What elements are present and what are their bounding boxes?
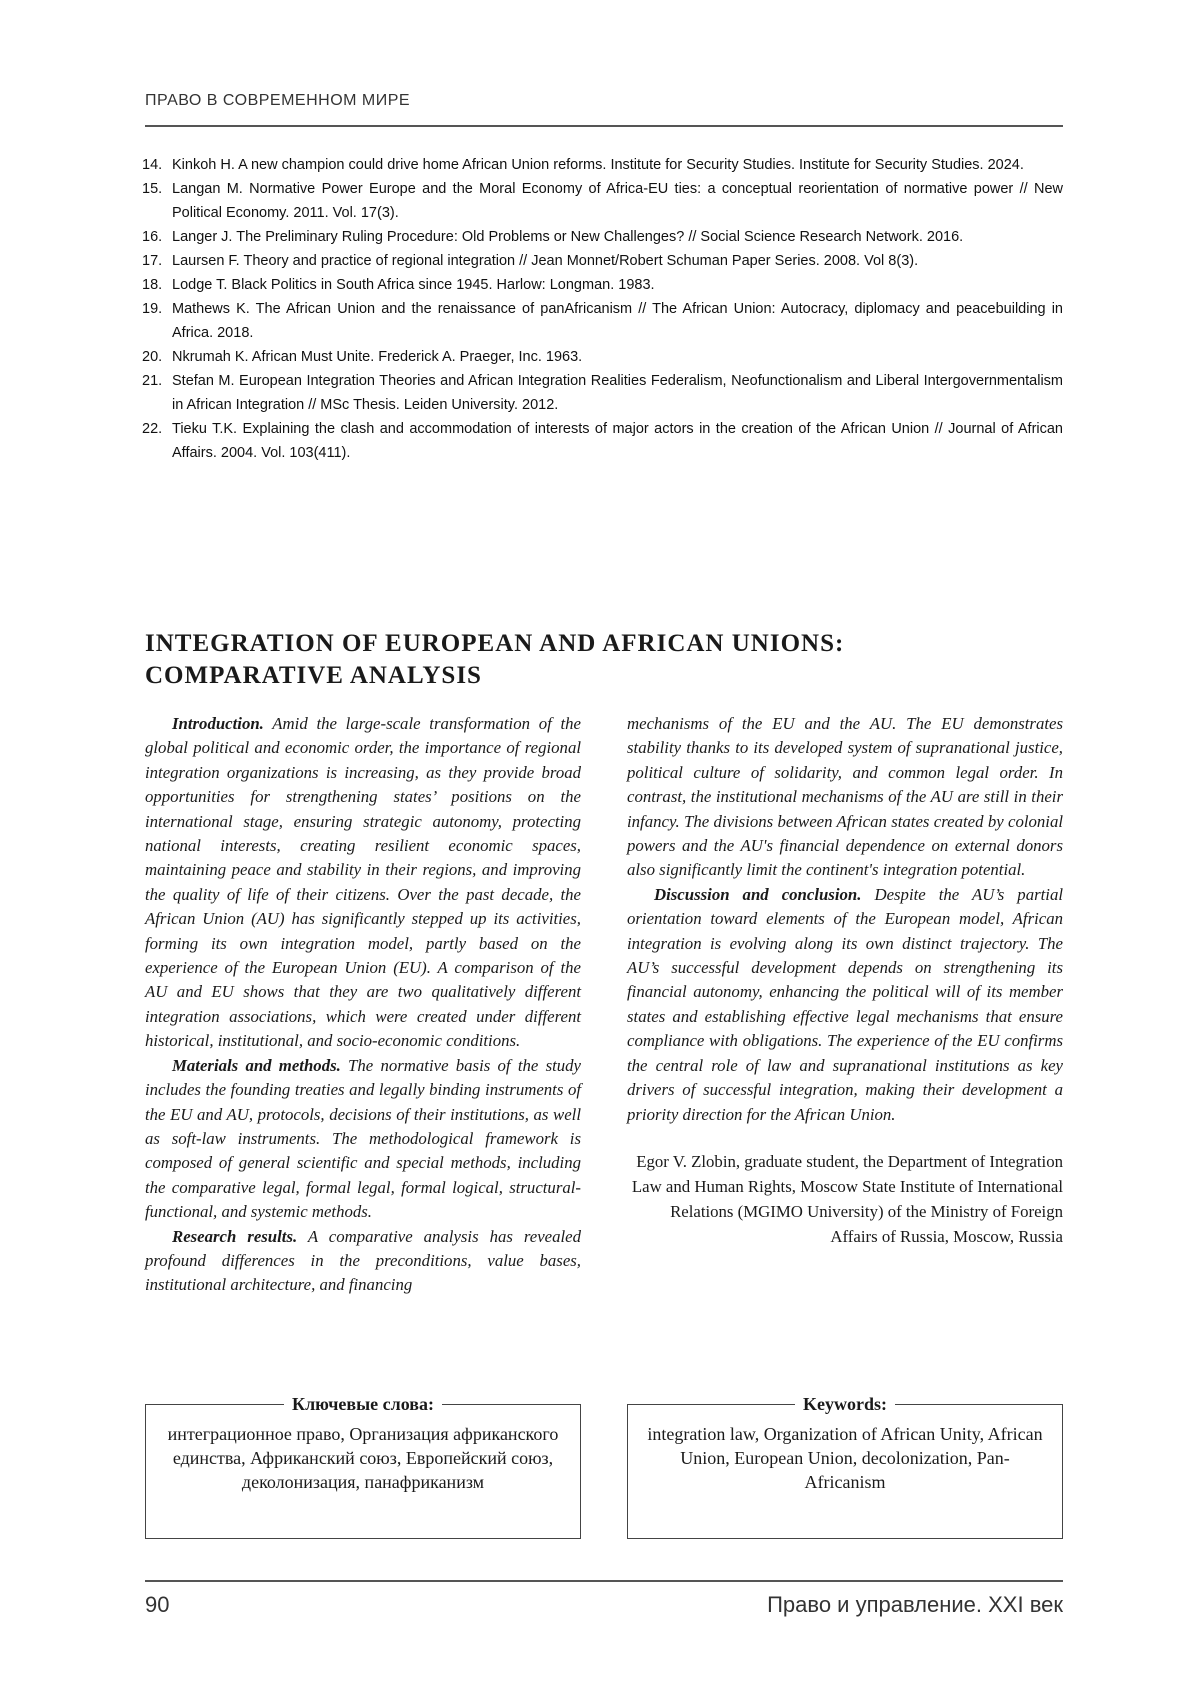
header-rule <box>145 125 1063 127</box>
reference-text: Nkrumah K. African Must Unite. Frederick A. Praeger, Inc. 1963. <box>172 349 583 365</box>
reference-item <box>142 225 1063 249</box>
reference-number: 21. <box>142 373 163 389</box>
introduction-heading: Introduction. <box>172 714 264 733</box>
reference-item <box>142 297 1063 345</box>
reference-item <box>142 177 1063 225</box>
reference-number: 16. <box>142 229 163 245</box>
reference-number: 20. <box>142 349 163 365</box>
reference-item <box>142 249 1063 273</box>
results-heading: Research results. <box>172 1226 298 1246</box>
abstract-right-column <box>627 712 1063 1249</box>
methods-heading: Materials and methods. <box>172 1055 341 1075</box>
reference-number: 19. <box>142 301 163 317</box>
divider <box>895 1404 1063 1405</box>
divider <box>627 1404 795 1405</box>
abstract-introduction <box>145 712 581 1054</box>
keywords-ru-box <box>145 1393 581 1539</box>
reference-number: 15. <box>142 181 163 197</box>
journal-name: Право и управление. XXI век <box>767 1592 1063 1617</box>
keywords-en-label: Keywords: <box>803 1393 887 1414</box>
reference-list <box>142 153 1063 465</box>
page-number: 90 <box>145 1592 170 1617</box>
abstract-left-column <box>145 712 581 1298</box>
reference-text: Mathews K. The African Union and the renaissance of panAfricanism // The African Union: Autocracy, diplomacy and peacebuilding in Africa. 2018. <box>172 301 1063 341</box>
abstract-results <box>145 1225 581 1298</box>
reference-number: 17. <box>142 253 163 269</box>
abstract-discussion <box>627 883 1063 1127</box>
reference-item <box>142 369 1063 417</box>
article-title <box>145 628 1063 692</box>
reference-text: Tieku T.K. Explaining the clash and accommodation of interests of major actors in the creation of the African Union // Journal of African Affairs. 2004. Vol. 103(411). <box>172 421 1063 461</box>
keywords-ru-header <box>145 1393 581 1415</box>
reference-item <box>142 153 1063 177</box>
reference-text: Laursen F. Theory and practice of regional integration // Jean Monnet/Robert Schuman Paper Series. 2008. Vol 8(3). <box>172 253 919 269</box>
discussion-text: Despite the AU’s partial orientation toward elements of the European model, African integration is evolving along its own distinct trajectory. The AU’s successful development depends on strengthening its financial autonomy, enhancing the political will of its member states and establishing effective legal mechanisms that ensure compliance with obligations. The experience of the EU confirms the central role of law and supranational institutions as key drivers of successful integration, making their development a priority direction for the African Union. <box>627 884 1063 1124</box>
reference-text: Langer J. The Preliminary Ruling Procedure: Old Problems or New Challenges? // Social Science Research Network. 2016. <box>172 229 964 245</box>
reference-number: 22. <box>142 421 163 437</box>
keywords-en-header <box>627 1393 1063 1415</box>
abstract-methods <box>145 1054 581 1225</box>
results-text: A comparative analysis has revealed profound differences in the preconditions, value bases, institutional architecture, and financing <box>145 1226 581 1295</box>
keywords-en-text: integration law, Organization of African Unity, African Union, European Union, decolonization, Pan-Africanism <box>647 1424 1043 1492</box>
keywords-ru-label: Ключевые слова: <box>292 1393 434 1414</box>
divider <box>145 1404 284 1405</box>
reference-number: 14. <box>142 157 163 173</box>
reference-text: Stefan M. European Integration Theories and African Integration Realities Federalism, Neofunctionalism and Liberal Intergovernmentalism in African Integration // MSc Thesis. Leiden University. 2012. <box>172 373 1063 413</box>
keywords-ru-text: интеграционное право, Организация африканского единства, Африканский союз, Европейский союз, деколонизация, панафриканизм <box>167 1424 559 1492</box>
running-head: ПРАВО В СОВРЕМЕННОМ МИРЕ <box>145 92 411 109</box>
introduction-text: Amid the large-scale transformation of the global political and economic order, the importance of regional integration organizations is increasing, as they provide broad opportunities for strengthening states’ positions on the international stage, ensuring strategic autonomy, protecting national interests, creating resilient economic spaces, maintaining peace and stability in their regions, and improving the quality of life of their citizens. Over the past decade, the African Union (AU) has significantly stepped up its activities, forming its own integration model, partly based on the experience of the European Union (EU). A comparison of the AU and EU shows that they are two qualitatively different integration associations, which were created under different historical, institutional, and socio-economic conditions. <box>145 714 581 1051</box>
keywords-en-box <box>627 1393 1063 1539</box>
methods-text: The normative basis of the study includes the founding treaties and legally binding instruments of the EU and AU, protocols, decisions of their institutions, as well as soft-law instruments. The methodological framework is composed of general scientific and special methods, including the comparative legal, formal legal, formal logical, structural-functional, and systemic methods. <box>145 1055 581 1222</box>
discussion-heading: Discussion and conclusion. <box>654 884 862 904</box>
reference-text: Langan M. Normative Power Europe and the Moral Economy of Africa-EU ties: a conceptual reorientation of normative power // New Political Economy. 2011. Vol. 17(3). <box>172 181 1063 221</box>
reference-number: 18. <box>142 277 163 293</box>
reference-item <box>142 345 1063 369</box>
footer-rule <box>145 1580 1063 1582</box>
reference-item <box>142 273 1063 297</box>
divider <box>442 1404 581 1405</box>
reference-text: Kinkoh H. A new champion could drive home African Union reforms. Institute for Security Studies. Institute for Security Studies. 2024. <box>172 157 1024 173</box>
results-continued: mechanisms of the EU and the AU. The EU demonstrates stability thanks to its developed system of supranational justice, political culture of solidarity, and common legal order. In contrast, the institutional mechanisms of the AU are still in their infancy. The divisions between African states created by colonial powers and the AU's financial dependence on external donors also significantly limit the continent's integration potential. <box>627 714 1063 880</box>
article-title-line-1: INTEGRATION OF EUROPEAN AND AFRICAN UNIONS: <box>145 630 845 657</box>
author-info: Egor V. Zlobin, graduate student, the Department of Integration Law and Human Rights, Moscow State Institute of International Relations (MGIMO University) of the Ministry of Foreign Affairs of Russia, Moscow, Russia <box>631 1151 1063 1246</box>
article-title-line-2: COMPARATIVE ANALYSIS <box>145 662 482 689</box>
reference-item <box>142 417 1063 465</box>
reference-text: Lodge T. Black Politics in South Africa since 1945. Harlow: Longman. 1983. <box>172 277 655 293</box>
